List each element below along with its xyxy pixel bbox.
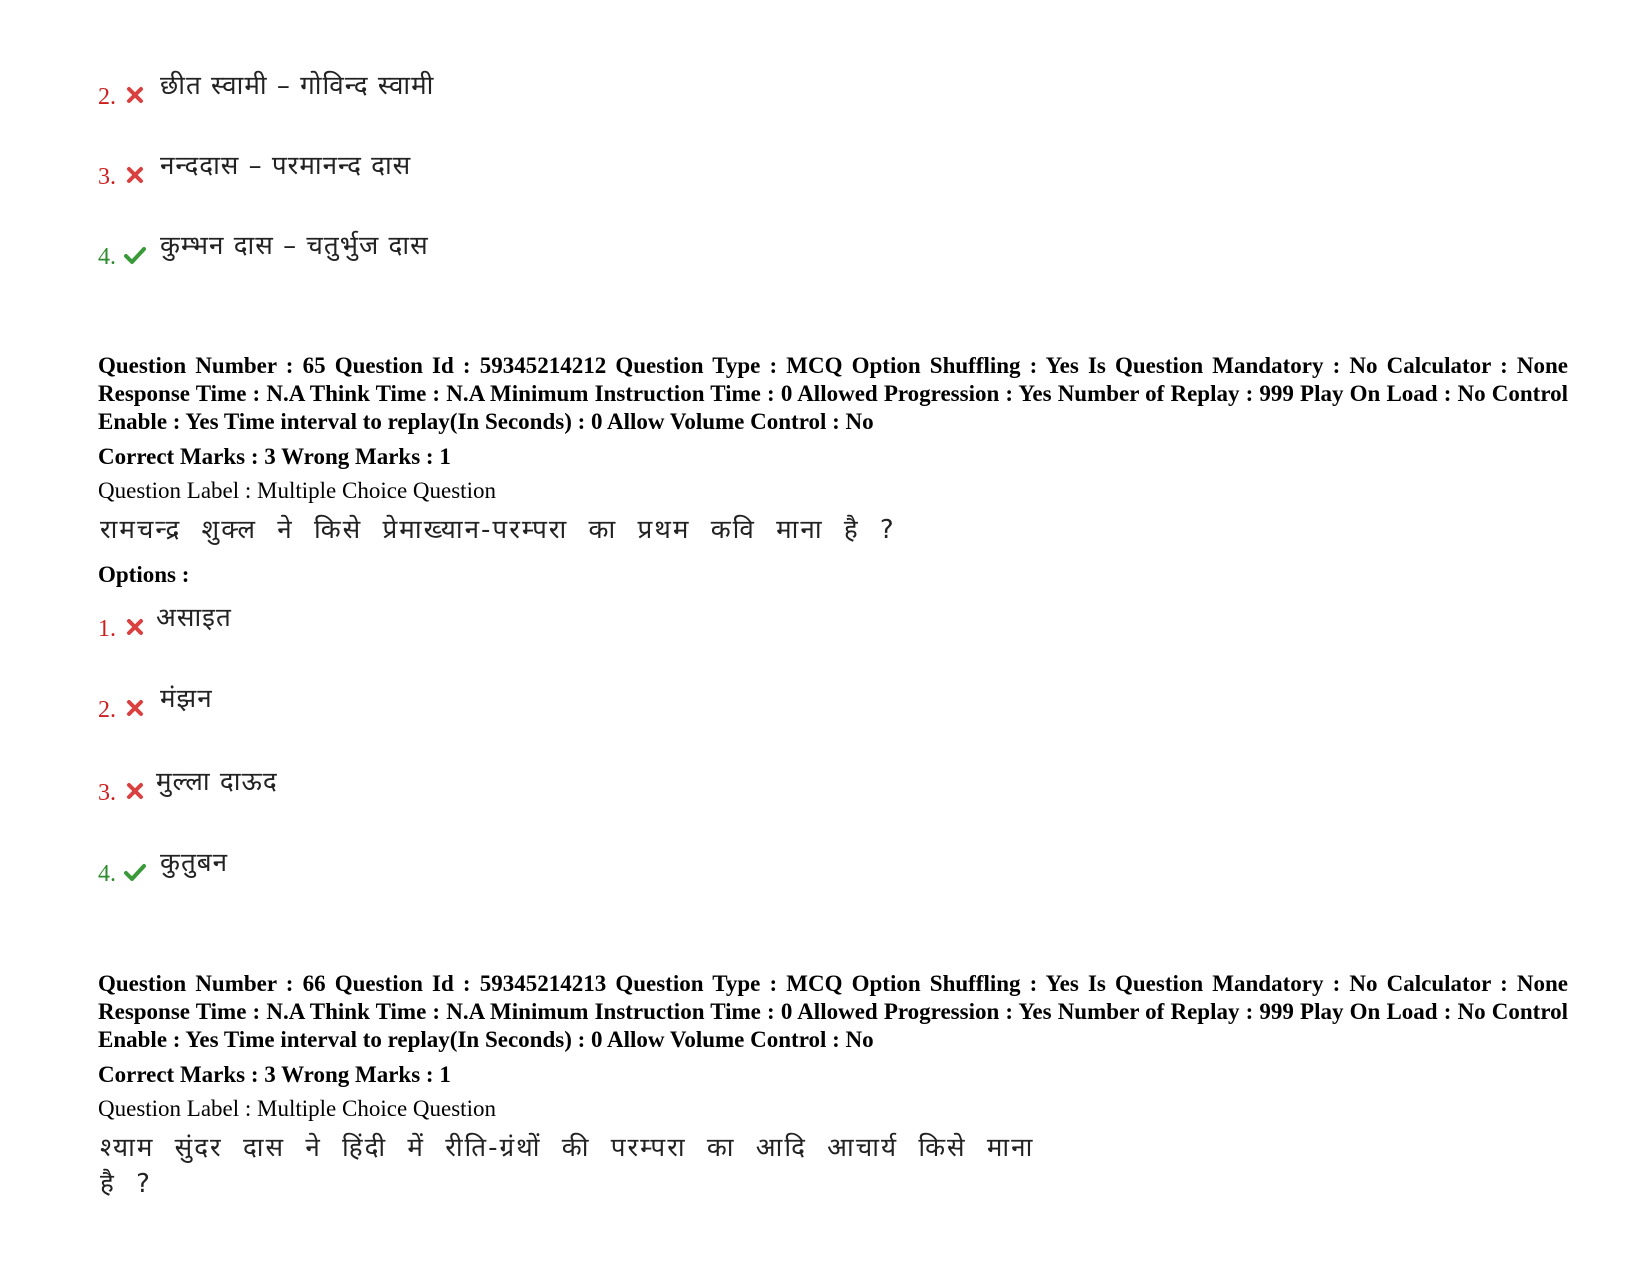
marks-line: Correct Marks : 3 Wrong Marks : 1 [98, 444, 451, 469]
option-number: 2. [98, 84, 116, 110]
check-icon [124, 244, 146, 266]
option-item [98, 598, 798, 642]
question-label: Question Label : Multiple Choice Question [98, 1096, 496, 1121]
cross-icon [124, 697, 146, 719]
option-text: नन्ददास – परमानन्द दास [160, 151, 412, 181]
option-text: छीत स्वामी – गोविन्द स्वामी [160, 71, 435, 101]
option-number: 1. [98, 616, 116, 642]
option-text: मंझन [160, 684, 213, 714]
option-number: 4. [98, 244, 116, 270]
marks-line: Correct Marks : 3 Wrong Marks : 1 [98, 1062, 451, 1087]
cross-icon [124, 616, 146, 638]
question-text: रामचन्द्र शुक्ल ने किसे प्रेमाख्यान-परम्परा का प्रथम कवि माना है ? [100, 515, 896, 545]
question-text-line-1: श्याम सुंदर दास ने हिंदी में रीति-ग्रंथों की परम्परा का आदि आचार्य किसे माना [100, 1133, 1035, 1163]
question-label: Question Label : Multiple Choice Question [98, 478, 496, 503]
cross-icon [124, 164, 146, 186]
option-item [98, 146, 798, 190]
option-item [98, 679, 798, 723]
option-number: 3. [98, 164, 116, 190]
option-text: कुतुबन [160, 848, 229, 878]
question-meta: Question Number : 65 Question Id : 59345214212 Question Type : MCQ Option Shuffling : Yes Is Question Mandatory : No Calculator : None Response Time : N.A Think Time : N.A Minimum Instruction Time : 0 Allowed Progression : Yes Number of Replay : 999 Play On Load : No Control Enable : Yes Time interval to replay(In Seconds) : 0 Allow Volume Control : No [98, 353, 1568, 434]
option-item [98, 226, 798, 270]
option-number: 3. [98, 780, 116, 806]
option-number: 2. [98, 697, 116, 723]
cross-icon [124, 84, 146, 106]
question-meta: Question Number : 66 Question Id : 59345214213 Question Type : MCQ Option Shuffling : Yes Is Question Mandatory : No Calculator : None Response Time : N.A Think Time : N.A Minimum Instruction Time : 0 Allowed Progression : Yes Number of Replay : 999 Play On Load : No Control Enable : Yes Time interval to replay(In Seconds) : 0 Allow Volume Control : No [98, 971, 1568, 1052]
option-text: कुम्भन दास – चतुर्भुज दास [160, 231, 429, 261]
option-text: असाइत [156, 603, 232, 633]
option-number: 4. [98, 861, 116, 887]
option-item [98, 762, 798, 806]
option-item [98, 843, 798, 887]
option-item [98, 66, 798, 110]
options-heading: Options : [98, 562, 190, 587]
check-icon [124, 861, 146, 883]
option-text: मुल्ला दाऊद [156, 767, 278, 797]
cross-icon [124, 780, 146, 802]
question-text-line-2: है ? [100, 1169, 152, 1199]
